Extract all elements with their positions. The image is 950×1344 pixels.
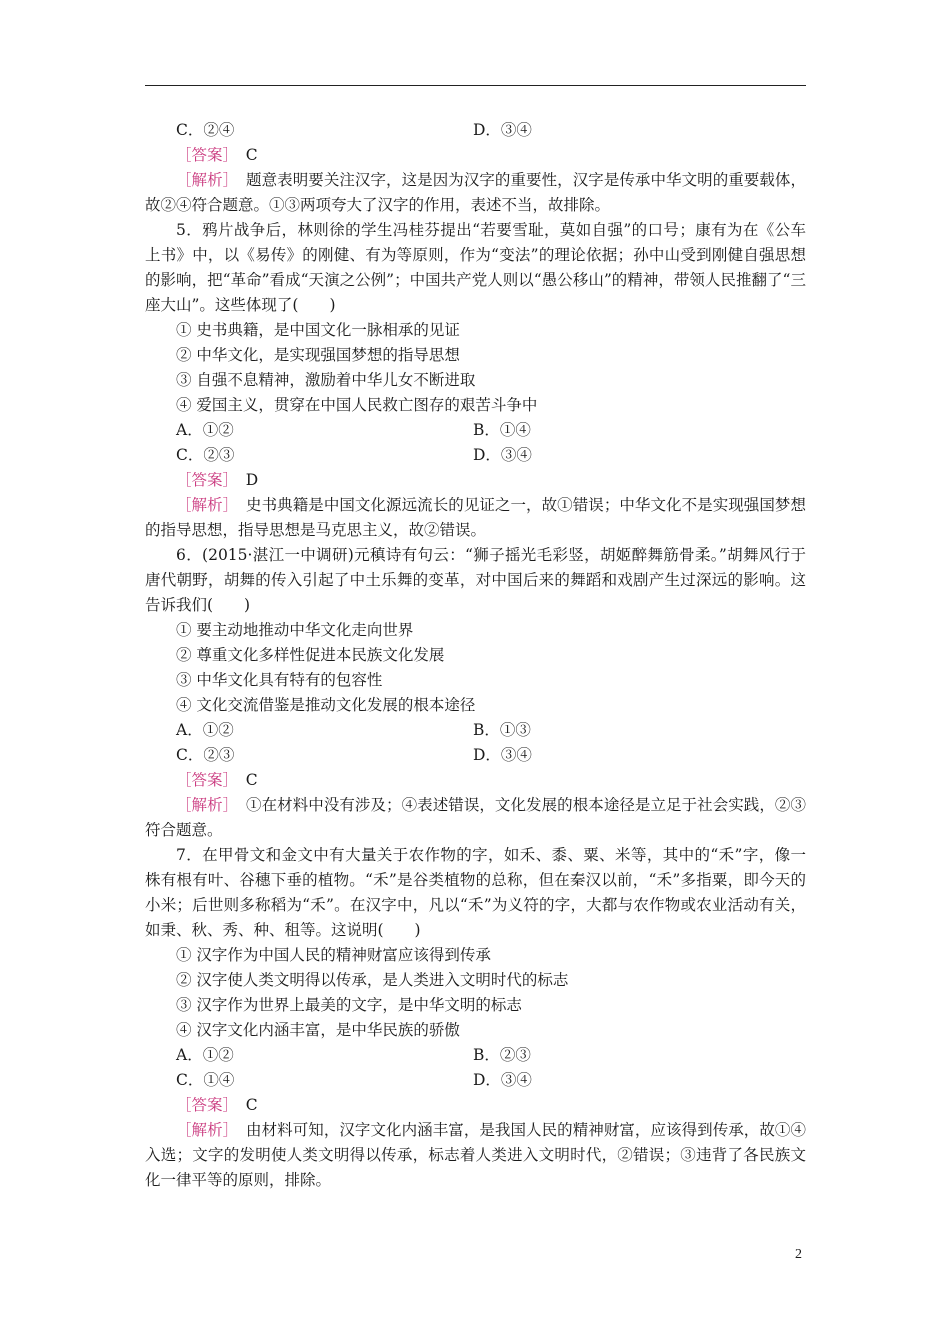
answer-line — [145, 1093, 806, 1118]
option-right: D．③④ — [473, 1071, 532, 1089]
option-right: B．①④ — [473, 421, 531, 439]
page-number: 2 — [795, 1247, 802, 1262]
options-row — [145, 443, 806, 468]
option-right: D．③④ — [473, 121, 532, 139]
option-left: A．①② — [176, 721, 234, 739]
answer-value: C — [245, 146, 258, 164]
options-row — [145, 1043, 806, 1068]
analysis-paragraph — [145, 1118, 806, 1193]
statement-item: ② 中华文化，是实现强国梦想的指导思想 — [176, 346, 460, 364]
answer-value: D — [245, 471, 259, 489]
options-row — [145, 1068, 806, 1093]
answer-line — [145, 143, 806, 168]
spacer — [230, 496, 246, 514]
question-stem: 6．(2015·湛江一中调研)元稹诗有句云：“狮子摇光毛彩竖，胡姬醉舞筋骨柔。”胡舞风行于唐代朝野，胡舞的传入引起了中土乐舞的变革，对中国后来的舞蹈和戏剧产生过深远的影响。这告诉我们( ) — [145, 546, 806, 614]
question-stem: 5．鸦片战争后，林则徐的学生冯桂芬提出“若要雪耻，莫如自强”的口号；康有为在《公车上书》中，以《易传》的刚健、有为等原则，作为“变法”的理论依据；孙中山受到刚健自强思想的影响，把“革命”看成“天演之公例”；中国共产党人则以“愚公移山”的精神，带领人民推翻了“三座大山”。这些体现了( ) — [145, 221, 806, 314]
answer-tag: ［答案］ — [176, 771, 231, 789]
option-left: A．①② — [176, 421, 234, 439]
answer-value: C — [245, 771, 258, 789]
document-body — [145, 118, 806, 1193]
statement-item: ③ 中华文化具有特有的包容性 — [176, 671, 383, 689]
answer-line — [145, 468, 806, 493]
answer-tag: ［答案］ — [176, 1096, 231, 1114]
option-left: C．②④ — [176, 121, 235, 139]
analysis-text: 由材料可知，汉字文化内涵丰富，是我国人民的精神财富，应该得到传承，故①④入选；文字的发明使人类文明得以传承，标志着人类进入文明时代，②错误；③违背了各民族文化一律平等的原则，排除。 — [145, 1121, 806, 1189]
analysis-tag: ［解析］ — [176, 1121, 231, 1139]
statement-item: ② 尊重文化多样性促进本民族文化发展 — [176, 646, 445, 664]
answer-value: C — [245, 1096, 258, 1114]
options-row — [145, 718, 806, 743]
option-left: C．②③ — [176, 446, 235, 464]
option-right: B．②③ — [473, 1046, 531, 1064]
options-row — [145, 118, 806, 143]
spacer — [230, 171, 246, 189]
analysis-paragraph — [145, 793, 806, 843]
statement-item: ④ 爱国主义，贯穿在中国人民救亡图存的艰苦斗争中 — [176, 396, 538, 414]
analysis-paragraph — [145, 168, 806, 218]
option-right: D．③④ — [473, 446, 532, 464]
spacer — [230, 471, 246, 489]
statement-item: ② 汉字使人类文明得以传承，是人类进入文明时代的标志 — [176, 971, 569, 989]
statement-item: ③ 汉字作为世界上最美的文字，是中华文明的标志 — [176, 996, 522, 1014]
statement-item: ④ 文化交流借鉴是推动文化发展的根本途径 — [176, 696, 476, 714]
analysis-tag: ［解析］ — [176, 496, 231, 514]
spacer — [230, 796, 246, 814]
statement-item: ③ 自强不息精神，激励着中华儿女不断进取 — [176, 371, 476, 389]
statement-item: ④ 汉字文化内涵丰富，是中华民族的骄傲 — [176, 1021, 460, 1039]
option-left: C．①④ — [176, 1071, 235, 1089]
statement-item: ① 要主动地推动中华文化走向世界 — [176, 621, 414, 639]
option-left: A．①② — [176, 1046, 234, 1064]
answer-tag: ［答案］ — [176, 471, 231, 489]
question-stem: 7．在甲骨文和金文中有大量关于农作物的字，如禾、黍、粟、米等，其中的“禾”字，像一株有根有叶、谷穗下垂的植物。“禾”是谷类植物的总称，但在秦汉以前，“禾”多指粟，即今天的小米；后世则多称稻为“禾”。在汉字中，凡以“禾”为义符的字，大都与农作物或农业活动有关，如秉、秋、秀、种、租等。这说明( ) — [145, 846, 806, 939]
analysis-text: ①在材料中没有涉及；④表述错误，文化发展的根本途径是立足于社会实践，②③符合题意。 — [145, 796, 806, 839]
statement-item: ① 汉字作为中国人民的精神财富应该得到传承 — [176, 946, 491, 964]
option-left: C．②③ — [176, 746, 235, 764]
options-row — [145, 743, 806, 768]
answer-line — [145, 768, 806, 793]
spacer — [230, 1096, 246, 1114]
option-right: B．①③ — [473, 721, 531, 739]
spacer — [230, 771, 246, 789]
analysis-text: 题意表明要关注汉字，这是因为汉字的重要性，汉字是传承中华文明的重要载体，故②④符合题意。①③两项夸大了汉字的作用，表述不当，故排除。 — [145, 171, 806, 214]
analysis-tag: ［解析］ — [176, 796, 231, 814]
analysis-tag: ［解析］ — [176, 171, 231, 189]
answer-tag: ［答案］ — [176, 146, 231, 164]
spacer — [230, 146, 246, 164]
option-right: D．③④ — [473, 746, 532, 764]
options-row — [145, 418, 806, 443]
statement-item: ① 史书典籍，是中国文化一脉相承的见证 — [176, 321, 460, 339]
analysis-paragraph — [145, 493, 806, 543]
analysis-text: 史书典籍是中国文化源远流长的见证之一，故①错误；中华文化不是实现强国梦想的指导思想，指导思想是马克思主义，故②错误。 — [145, 496, 806, 539]
header-rule — [145, 85, 806, 86]
spacer — [230, 1121, 246, 1139]
